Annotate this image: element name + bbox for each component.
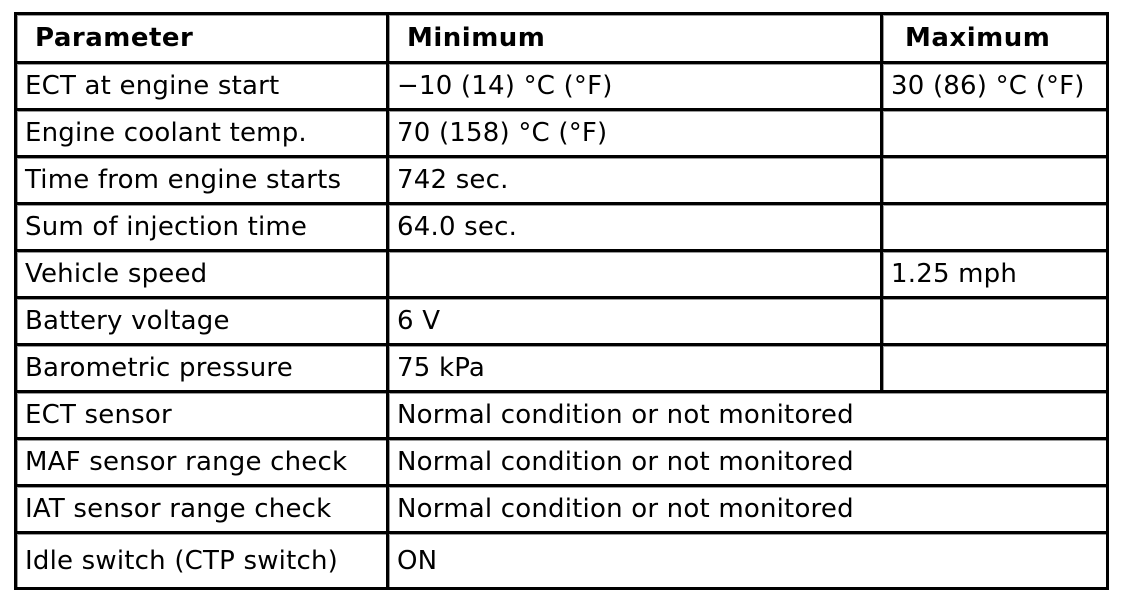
table-row	[17, 64, 1109, 111]
condition-cell: Normal condition or not monitored	[389, 440, 1109, 487]
maximum-cell	[883, 346, 1109, 393]
maximum-cell	[883, 111, 1109, 158]
minimum-cell: 75 kPa	[389, 346, 883, 393]
condition-cell: Normal condition or not monitored	[389, 487, 1109, 534]
minimum-cell: 64.0 sec.	[389, 205, 883, 252]
table-row	[17, 252, 1109, 299]
parameter-cell: MAF sensor range check	[17, 440, 389, 487]
parameter-cell: IAT sensor range check	[17, 487, 389, 534]
header-minimum: Minimum	[389, 15, 883, 64]
table-row	[17, 299, 1109, 346]
table-row	[17, 440, 1109, 487]
parameter-cell: Battery voltage	[17, 299, 389, 346]
table-row	[17, 158, 1109, 205]
parameter-cell: Barometric pressure	[17, 346, 389, 393]
parameter-cell: Time from engine starts	[17, 158, 389, 205]
parameter-cell: Vehicle speed	[17, 252, 389, 299]
parameter-table-container	[14, 12, 1109, 590]
minimum-cell: 70 (158) °C (°F)	[389, 111, 883, 158]
parameter-cell: Engine coolant temp.	[17, 111, 389, 158]
condition-cell: Normal condition or not monitored	[389, 393, 1109, 440]
table-row	[17, 393, 1109, 440]
minimum-cell: 742 sec.	[389, 158, 883, 205]
parameter-cell: ECT sensor	[17, 393, 389, 440]
parameter-cell: ECT at engine start	[17, 64, 389, 111]
table-row	[17, 534, 1109, 590]
table-row	[17, 346, 1109, 393]
header-parameter: Parameter	[17, 15, 389, 64]
header-maximum: Maximum	[883, 15, 1109, 64]
table-row	[17, 205, 1109, 252]
maximum-cell: 30 (86) °C (°F)	[883, 64, 1109, 111]
minimum-cell: −10 (14) °C (°F)	[389, 64, 883, 111]
table-row	[17, 487, 1109, 534]
maximum-cell	[883, 205, 1109, 252]
minimum-cell	[389, 252, 883, 299]
parameter-cell: Idle switch (CTP switch)	[17, 534, 389, 590]
table-row	[17, 111, 1109, 158]
condition-cell: ON	[389, 534, 1109, 590]
parameter-table	[14, 12, 1109, 590]
maximum-cell: 1.25 mph	[883, 252, 1109, 299]
maximum-cell	[883, 299, 1109, 346]
minimum-cell: 6 V	[389, 299, 883, 346]
maximum-cell	[883, 158, 1109, 205]
parameter-cell: Sum of injection time	[17, 205, 389, 252]
table-header-row	[17, 15, 1109, 64]
